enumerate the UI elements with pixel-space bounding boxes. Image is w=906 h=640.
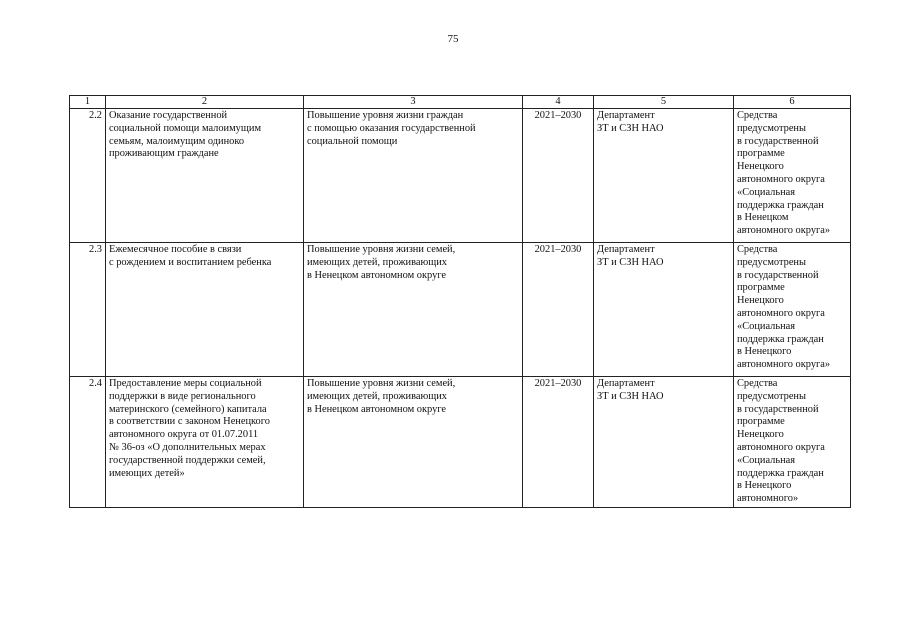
funding-cell: Средства предусмотрены в государственной программе Ненецкого автономного округа «Социальная поддержка граждан в Ненецкого автономного округа» <box>734 243 851 377</box>
header-col-1: 1 <box>70 96 106 109</box>
table-header-row <box>70 96 851 109</box>
executor-cell: Департамент ЗТ и СЗН НАО <box>594 243 734 377</box>
executor-cell: Департамент ЗТ и СЗН НАО <box>594 377 734 508</box>
result-cell: Повышение уровня жизни семей, имеющих детей, проживающих в Ненецком автономном округе <box>304 243 523 377</box>
row-number: 2.4 <box>70 377 106 508</box>
measures-table <box>69 95 851 508</box>
row-number: 2.3 <box>70 243 106 377</box>
header-col-6: 6 <box>734 96 851 109</box>
measure-cell: Оказание государственной социальной помощи малоимущим семьям, малоимущим одиноко проживающим граждане <box>106 109 304 243</box>
executor-cell: Департамент ЗТ и СЗН НАО <box>594 109 734 243</box>
measure-cell: Предоставление меры социальной поддержки в виде регионального материнского (семейного) капитала в соответствии с законом Ненецкого автономного округа от 01.07.2011 № 36-оз «О дополнительных мерах государственной поддержки семей, имеющих детей» <box>106 377 304 508</box>
result-cell: Повышение уровня жизни граждан с помощью оказания государственной социальной помощи <box>304 109 523 243</box>
page-number: 75 <box>447 33 459 45</box>
funding-cell: Средства предусмотрены в государственной программе Ненецкого автономного округа «Социальная поддержка граждан в Ненецком автономного округа» <box>734 109 851 243</box>
result-cell: Повышение уровня жизни семей, имеющих детей, проживающих в Ненецком автономном округе <box>304 377 523 508</box>
header-col-4: 4 <box>523 96 594 109</box>
row-number: 2.2 <box>70 109 106 243</box>
header-col-5: 5 <box>594 96 734 109</box>
table-row <box>70 377 851 508</box>
table-row <box>70 109 851 243</box>
table-row <box>70 243 851 377</box>
header-col-2: 2 <box>106 96 304 109</box>
measure-cell: Ежемесячное пособие в связи с рождением и воспитанием ребенка <box>106 243 304 377</box>
funding-cell: Средства предусмотрены в государственной программе Ненецкого автономного округа «Социальная поддержка граждан в Ненецкого автономного» <box>734 377 851 508</box>
years-cell: 2021–2030 <box>523 243 594 377</box>
header-col-3: 3 <box>304 96 523 109</box>
years-cell: 2021–2030 <box>523 109 594 243</box>
years-cell: 2021–2030 <box>523 377 594 508</box>
